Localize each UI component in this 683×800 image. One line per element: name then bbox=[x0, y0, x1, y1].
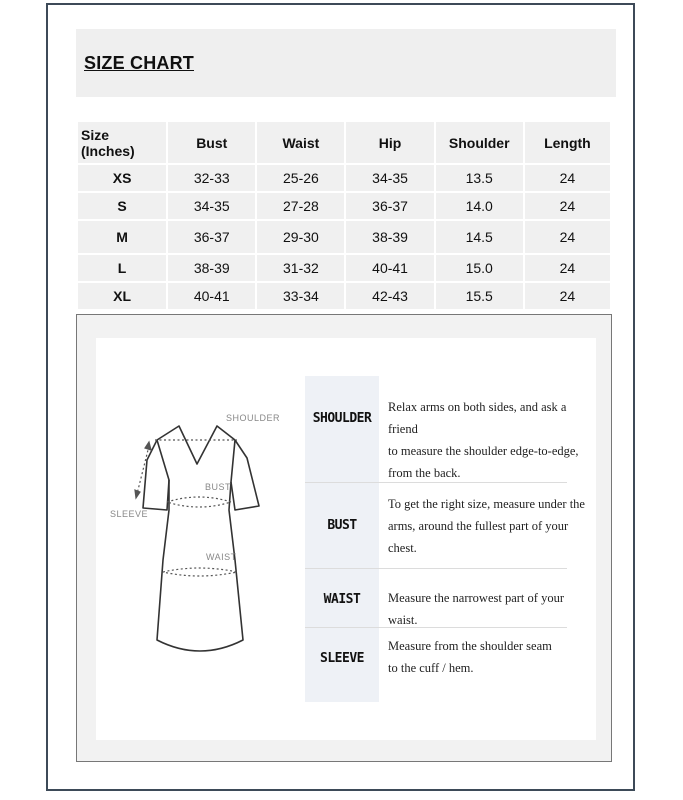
size-table bbox=[76, 120, 612, 311]
diagram-label-shoulder: SHOULDER bbox=[226, 413, 281, 423]
table-cell: 32-33 bbox=[168, 165, 255, 191]
divider bbox=[305, 568, 567, 569]
desc-line: chest. bbox=[388, 541, 417, 555]
table-cell: 42-43 bbox=[346, 283, 433, 309]
column-header: Hip bbox=[346, 122, 433, 163]
diagram-label-waist: WAIST bbox=[206, 552, 237, 562]
table-cell: 14.0 bbox=[436, 193, 523, 219]
table-row bbox=[78, 255, 610, 281]
table-row bbox=[78, 193, 610, 219]
table-row bbox=[78, 283, 610, 309]
table-cell: 38-39 bbox=[168, 255, 255, 281]
column-header: Waist bbox=[257, 122, 344, 163]
desc-line: to the cuff / hem. bbox=[388, 661, 474, 675]
table-cell: 36-37 bbox=[346, 193, 433, 219]
measure-term-bust: BUST bbox=[327, 518, 357, 533]
table-cell: 24 bbox=[525, 255, 610, 281]
table-cell: 24 bbox=[525, 283, 610, 309]
table-cell: 34-35 bbox=[168, 193, 255, 219]
measure-term-sleeve: SLEEVE bbox=[320, 651, 364, 666]
table-cell: 15.0 bbox=[436, 255, 523, 281]
table-cell: 24 bbox=[525, 193, 610, 219]
table-cell: 25-26 bbox=[257, 165, 344, 191]
column-header: Size (Inches) bbox=[78, 122, 166, 163]
diagram-label-bust: BUST bbox=[205, 482, 232, 492]
desc-line: from the back. bbox=[388, 466, 461, 480]
table-cell: 14.5 bbox=[436, 221, 523, 253]
table-cell: 38-39 bbox=[346, 221, 433, 253]
column-header: Shoulder bbox=[436, 122, 523, 163]
table-cell: 31-32 bbox=[257, 255, 344, 281]
table-row bbox=[78, 221, 610, 253]
column-header: Length bbox=[525, 122, 610, 163]
desc-line: to measure the shoulder edge-to-edge, bbox=[388, 444, 579, 458]
desc-line: Relax arms on both sides, and ask a friend bbox=[388, 400, 567, 436]
table-cell: 40-41 bbox=[168, 283, 255, 309]
desc-line: arms, around the fullest part of your bbox=[388, 519, 569, 533]
measure-term-shoulder: SHOULDER bbox=[312, 411, 372, 426]
size-cell: S bbox=[78, 193, 166, 219]
measure-desc-bust bbox=[388, 493, 588, 559]
table-header-row bbox=[78, 122, 610, 163]
dress-illustration bbox=[105, 400, 295, 670]
column-header: Bust bbox=[168, 122, 255, 163]
table-cell: 40-41 bbox=[346, 255, 433, 281]
table-cell: 15.5 bbox=[436, 283, 523, 309]
desc-line: Measure from the shoulder seam bbox=[388, 639, 552, 653]
table-cell: 27-28 bbox=[257, 193, 344, 219]
measure-term-waist: WAIST bbox=[323, 592, 361, 607]
desc-line: To get the right size, measure under the bbox=[388, 497, 585, 511]
measure-desc-shoulder bbox=[388, 396, 588, 484]
page-title: SIZE CHART bbox=[84, 53, 194, 73]
table-cell: 34-35 bbox=[346, 165, 433, 191]
diagram-label-sleeve: SLEEVE bbox=[110, 509, 149, 519]
measure-desc-sleeve bbox=[388, 635, 588, 679]
size-cell: XL bbox=[78, 283, 166, 309]
table-cell: 24 bbox=[525, 165, 610, 191]
size-cell: M bbox=[78, 221, 166, 253]
measure-desc-waist bbox=[388, 587, 588, 631]
table-row bbox=[78, 165, 610, 191]
table-cell: 36-37 bbox=[168, 221, 255, 253]
table-cell: 33-34 bbox=[257, 283, 344, 309]
table-cell: 29-30 bbox=[257, 221, 344, 253]
desc-line: Measure the narrowest part of your waist. bbox=[388, 591, 564, 627]
table-cell: 13.5 bbox=[436, 165, 523, 191]
size-cell: L bbox=[78, 255, 166, 281]
size-cell: XS bbox=[78, 165, 166, 191]
table-cell: 24 bbox=[525, 221, 610, 253]
